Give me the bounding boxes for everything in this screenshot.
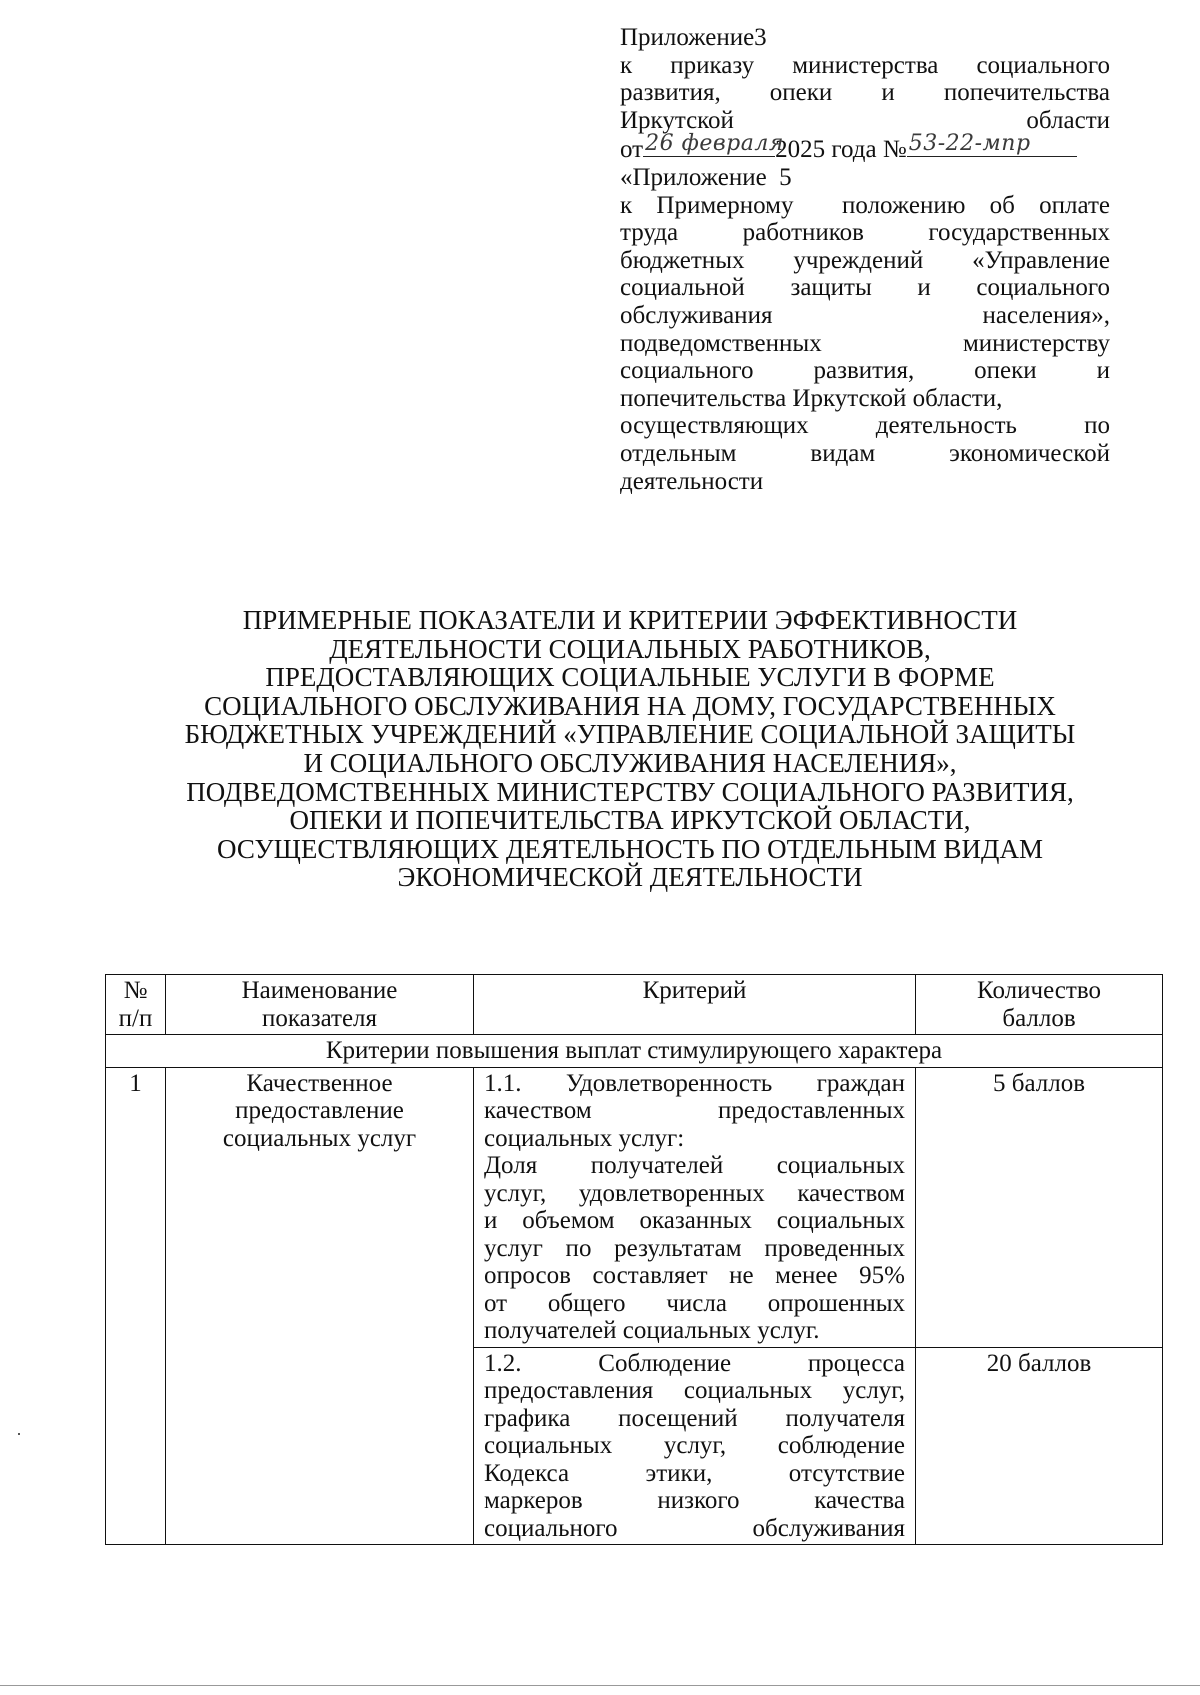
criterion-line: маркеров низкого качества [484,1487,905,1514]
header-indicator-line: показателя [261,1004,378,1032]
document-title [150,606,1110,892]
appendix-line: развития, опеки и попечительства [620,79,1110,107]
criterion-line: 1.1. Удовлетворенность граждан [484,1069,905,1097]
title-line: БЮДЖЕТНЫХ УЧРЕЖДЕНИЙ «УПРАВЛЕНИЕ СОЦИАЛЬНОЙ ЗАЩИТЫ [184,719,1076,750]
indicator-line: предоставление [235,1097,404,1124]
table-row [106,1067,1163,1347]
indicator-line: социальных услуг [222,1124,417,1152]
criterion-line: услуг, удовлетворенных качеством [484,1179,905,1207]
sub-appendix-line: труда работников государственных [620,219,1110,247]
title-line: ПОДВЕДОМСТВЕННЫХ МИНИСТЕРСТВУ СОЦИАЛЬНОГО РАЗВИТИЯ, [186,776,1074,807]
indicator-line: Качественное [246,1069,393,1097]
header-points [916,975,1163,1035]
sub-appendix-title: «Приложение 5 [620,163,792,191]
appendix-header [620,24,1110,495]
table-header-row [106,975,1163,1035]
header-num-line: п/п [118,1004,153,1032]
sub-appendix-line: социального развития, опеки и [620,357,1110,385]
criterion-line: социальных услуг, соблюдение [484,1432,905,1459]
row-num: 1 [106,1067,166,1545]
page-bottom-rule [0,1685,1200,1686]
date-blank [643,130,784,157]
number-blank [907,130,1077,157]
sub-appendix-line: деятельности [620,467,764,495]
title-line: ДЕЯТЕЛЬНОСТИ СОЦИАЛЬНЫХ РАБОТНИКОВ, [329,633,931,664]
criterion-line: 1.2. Соблюдение процесса [484,1349,905,1377]
points-1-2: 20 баллов [916,1347,1163,1545]
sub-appendix-line: бюджетных учреждений «Управление [620,246,1110,274]
sub-appendix-line: попечительства Иркутской области, [620,384,1003,412]
criteria-table [105,974,1163,1545]
title-line: ОПЕКИ И ПОПЕЧИТЕЛЬСТВА ИРКУТСКОЙ ОБЛАСТИ, [289,805,971,836]
criterion-line: качеством предоставленных [484,1097,905,1124]
criterion-line: социального обслуживания [484,1514,905,1542]
handwritten-number: 53-22-мпр [908,130,1031,156]
criterion-line: опросов составляет не менее 95% [484,1262,905,1289]
handwritten-date: 26 февраля [645,130,784,156]
title-line: ПРИМЕРНЫЕ ПОКАЗАТЕЛИ И КРИТЕРИИ ЭФФЕКТИВНОСТИ [242,605,1018,635]
criterion-line: и объемом оказанных социальных [484,1207,905,1234]
appendix-line: к приказу министерства социального [620,51,1110,79]
criterion-line: от общего числа опрошенных [484,1289,905,1317]
sub-appendix-line: осуществляющих деятельность по [620,412,1110,440]
section-row [106,1035,1163,1068]
date-suffix: 2025 года № [775,136,907,164]
criterion-line: графика посещений получателя [484,1404,905,1432]
header-indicator [166,975,474,1035]
header-num-line: № [123,977,148,1004]
title-line: ПРЕДОСТАВЛЯЮЩИХ СОЦИАЛЬНЫЕ УСЛУГИ В ФОРМЕ [265,662,995,693]
appendix-date-line [620,130,1110,164]
criterion-line: социальных услуг: [484,1124,685,1152]
criterion-line: Кодекса этики, отсутствие [484,1459,905,1487]
points-1-1: 5 баллов [916,1067,1163,1347]
appendix-line: Иркутской области [620,106,1110,134]
title-line: СОЦИАЛЬНОГО ОБСЛУЖИВАНИЯ НА ДОМУ, ГОСУДАРСТВЕННЫХ [204,690,1056,721]
criterion-line: предоставления социальных услуг, [484,1377,905,1404]
sub-appendix-line: обслуживания населения», [620,301,1110,329]
scan-speck [18,1433,20,1435]
header-points-line: Количество [977,977,1101,1004]
criterion-1-1 [474,1067,916,1347]
row-indicator [166,1067,474,1545]
appendix-title: Приложение3 [620,24,767,51]
criterion-line: получателей социальных услуг. [484,1317,820,1344]
sub-appendix-line: социальной защиты и социального [620,274,1110,302]
sub-appendix-line: отдельным видам экономической [620,439,1110,467]
header-points-line: баллов [1002,1004,1076,1032]
title-line: ЭКОНОМИЧЕСКОЙ ДЕЯТЕЛЬНОСТИ [397,862,863,893]
header-indicator-line: Наименование [241,977,398,1004]
title-line: И СОЦИАЛЬНОГО ОБСЛУЖИВАНИЯ НАСЕЛЕНИЯ», [303,747,957,778]
header-num [106,975,166,1035]
header-criterion: Критерий [474,975,916,1035]
criterion-1-2 [474,1347,916,1545]
criterion-line: услуг по результатам проведенных [484,1234,905,1262]
sub-appendix-line: подведомственных министерству [620,329,1110,357]
sub-appendix-line: к Примерному положению об оплате [620,191,1110,219]
section-heading: Критерии повышения выплат стимулирующего характера [106,1035,1163,1068]
date-prefix: от [620,136,644,164]
title-line: ОСУЩЕСТВЛЯЮЩИХ ДЕЯТЕЛЬНОСТЬ ПО ОТДЕЛЬНЫМ ВИДАМ [217,833,1043,864]
criterion-line: Доля получателей социальных [484,1152,905,1179]
